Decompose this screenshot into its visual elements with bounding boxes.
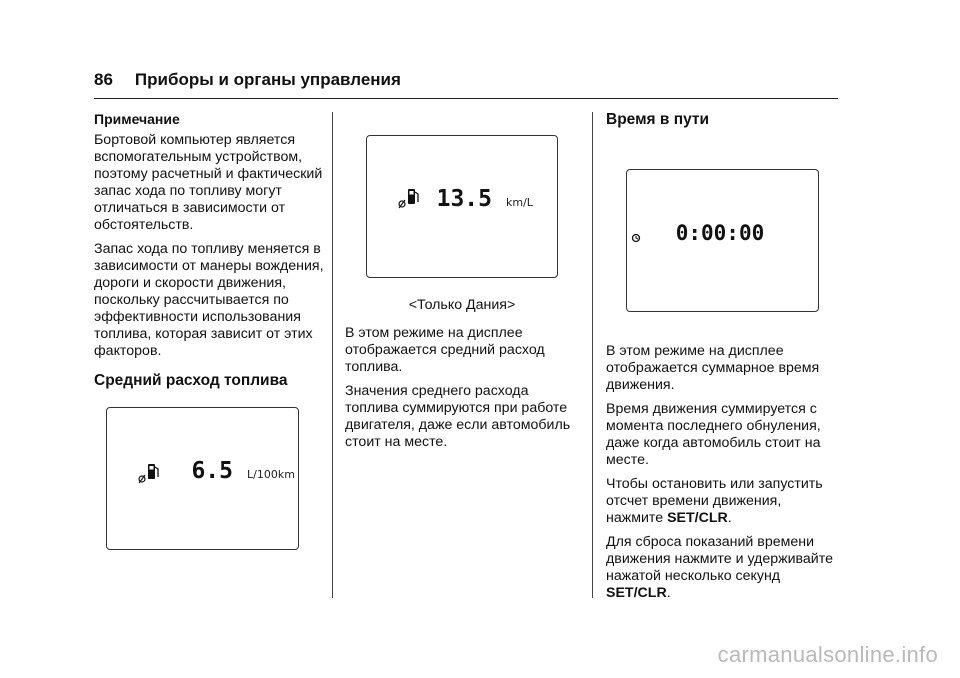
consumption-unit: km/L bbox=[506, 196, 533, 209]
display-trip-time bbox=[626, 169, 819, 312]
clock-icon bbox=[633, 235, 640, 242]
header-rule bbox=[94, 98, 838, 99]
range-paragraph: Запас хода по топливу меняется в зависимости от манеры вождения, дороги и скорости движения, поскольку рассчитывается по эффективности использования топлива, которая зависит от этих факторов. bbox=[94, 241, 324, 359]
consumption-value: 6.5 bbox=[191, 458, 233, 484]
set-clr-key: SET/CLR bbox=[606, 585, 667, 601]
middle-column bbox=[345, 325, 585, 458]
column-divider-2 bbox=[592, 112, 593, 598]
denmark-only-caption: <Только Дания> bbox=[408, 297, 516, 313]
trip-time-value: 0:00:00 bbox=[675, 221, 765, 245]
note-heading: Примечание bbox=[94, 111, 180, 127]
avg-consumption-paragraph-1: В этом режиме на дисплее отображается средний расход топлива. bbox=[345, 325, 545, 375]
para3-end: . bbox=[727, 510, 732, 526]
page-number: 86 bbox=[94, 70, 113, 89]
page-header bbox=[94, 70, 401, 90]
para4-end: . bbox=[666, 585, 671, 601]
consumption-unit: L/100km bbox=[247, 468, 295, 481]
right-column bbox=[606, 343, 842, 609]
consumption-value: 13.5 bbox=[436, 186, 492, 212]
column-divider-1 bbox=[332, 112, 333, 598]
note-text: Бортовой компьютер является вспомогательным устройством, поэтому расчетный и фактический запас хода по топливу могут отличаться в зависимости от обстоятельств. bbox=[94, 132, 323, 233]
left-column bbox=[94, 111, 326, 389]
display-avg-consumption-l100km bbox=[106, 407, 299, 550]
page-title: Приборы и органы управления bbox=[134, 70, 401, 89]
para3-text: Чтобы остановить или запустить отсчет времени движения, нажмите bbox=[606, 476, 823, 526]
trip-time-paragraph-4 bbox=[606, 534, 842, 602]
watermark: carmanualsonline.info bbox=[717, 642, 938, 667]
section-title-trip-time: Время в пути bbox=[606, 111, 710, 128]
avg-consumption-paragraph-2: Значения среднего расхода топлива суммируются при работе двигателя, даже если автомобиль стоит на месте. bbox=[345, 383, 571, 450]
fuel-pump-icon bbox=[139, 464, 158, 483]
section-title-avg-consumption: Средний расход топлива bbox=[94, 372, 288, 389]
trip-time-paragraph-2: Время движения суммируется с момента последнего обнуления, даже когда автомобиль стоит на месте. bbox=[606, 401, 821, 468]
para4-text: Для сброса показаний времени движения нажмите и удерживайте нажатой несколько секунд bbox=[606, 534, 833, 584]
fuel-pump-icon bbox=[399, 189, 418, 208]
trip-time-paragraph-1: В этом режиме на дисплее отображается суммарное время движения. bbox=[606, 343, 820, 393]
display-avg-consumption-kml bbox=[366, 135, 558, 278]
trip-time-paragraph-3 bbox=[606, 476, 842, 527]
set-clr-key: SET/CLR bbox=[667, 510, 728, 526]
